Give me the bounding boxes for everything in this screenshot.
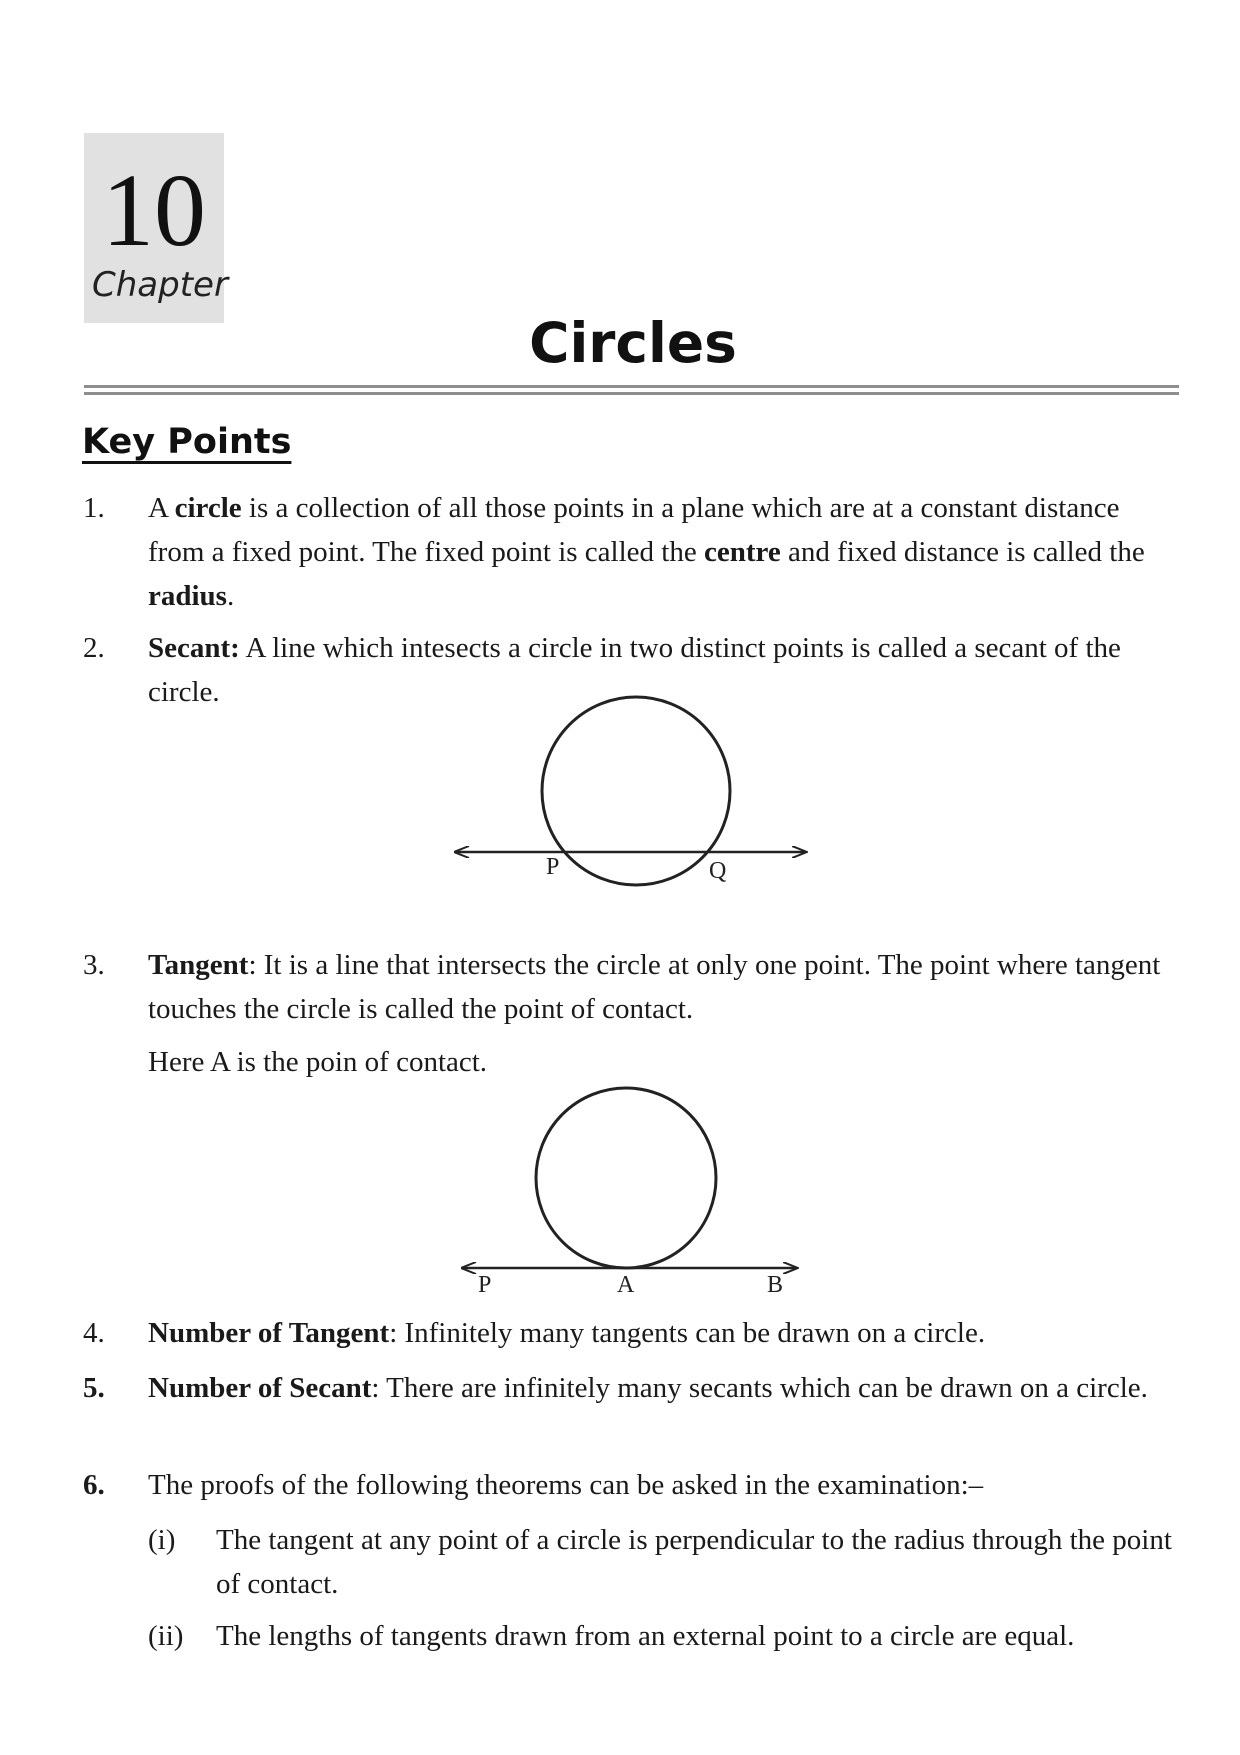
item-5-number: 5. — [83, 1372, 105, 1404]
item-2-text: Secant: A line which intesects a circle in two distinct points is called a secant of the circle. — [148, 632, 1121, 708]
tangent-label-a: A — [617, 1272, 635, 1298]
title-rule-bottom — [84, 392, 1179, 395]
theorem-1-number: (i) — [148, 1524, 176, 1556]
theorem-1-text: The tangent at any point of a circle is perpendicular to the radius through the point of contact. — [216, 1524, 1172, 1600]
item-2-number: 2. — [83, 632, 105, 664]
tangent-label-p: P — [478, 1272, 492, 1298]
title-rule-top — [84, 385, 1179, 388]
chapter-label: Chapter — [92, 265, 228, 305]
item-1-text: A circle is a collection of all those points in a plane which are at a constant distance from a fixed point. The fixed point is called the centre and fixed distance is called the radius. — [148, 492, 1145, 612]
chapter-number: 10 — [102, 153, 206, 268]
theorem-2-number: (ii) — [148, 1620, 184, 1652]
item-3-note: Here A is the poin of contact. — [148, 1046, 488, 1078]
theorem-2-text: The lengths of tangents drawn from an external point to a circle are equal. — [216, 1620, 1075, 1652]
tangent-label-b: B — [767, 1272, 784, 1298]
item-4-text: Number of Tangent: Infinitely many tangents can be drawn on a circle. — [148, 1317, 986, 1349]
item-3-text: Tangent: It is a line that intersects the circle at only one point. The point where tangent touches the circle is called the point of contact. — [148, 949, 1161, 1025]
item-6-number: 6. — [83, 1469, 105, 1501]
secant-label-q: Q — [709, 858, 727, 884]
chapter-badge — [84, 133, 228, 323]
key-points-heading: Key Points — [82, 422, 292, 462]
item-3-number: 3. — [83, 949, 105, 981]
item-1-number: 1. — [83, 492, 105, 524]
item-5-text: Number of Secant: There are infinitely many secants which can be drawn on a circle. — [148, 1372, 1148, 1404]
page-title: Circles — [529, 311, 737, 375]
secant-circle — [542, 697, 730, 885]
tangent-circle — [536, 1088, 716, 1268]
item-4-number: 4. — [83, 1317, 105, 1349]
item-6-text: The proofs of the following theorems can be asked in the examination:– — [148, 1469, 984, 1501]
secant-label-p: P — [546, 854, 560, 880]
